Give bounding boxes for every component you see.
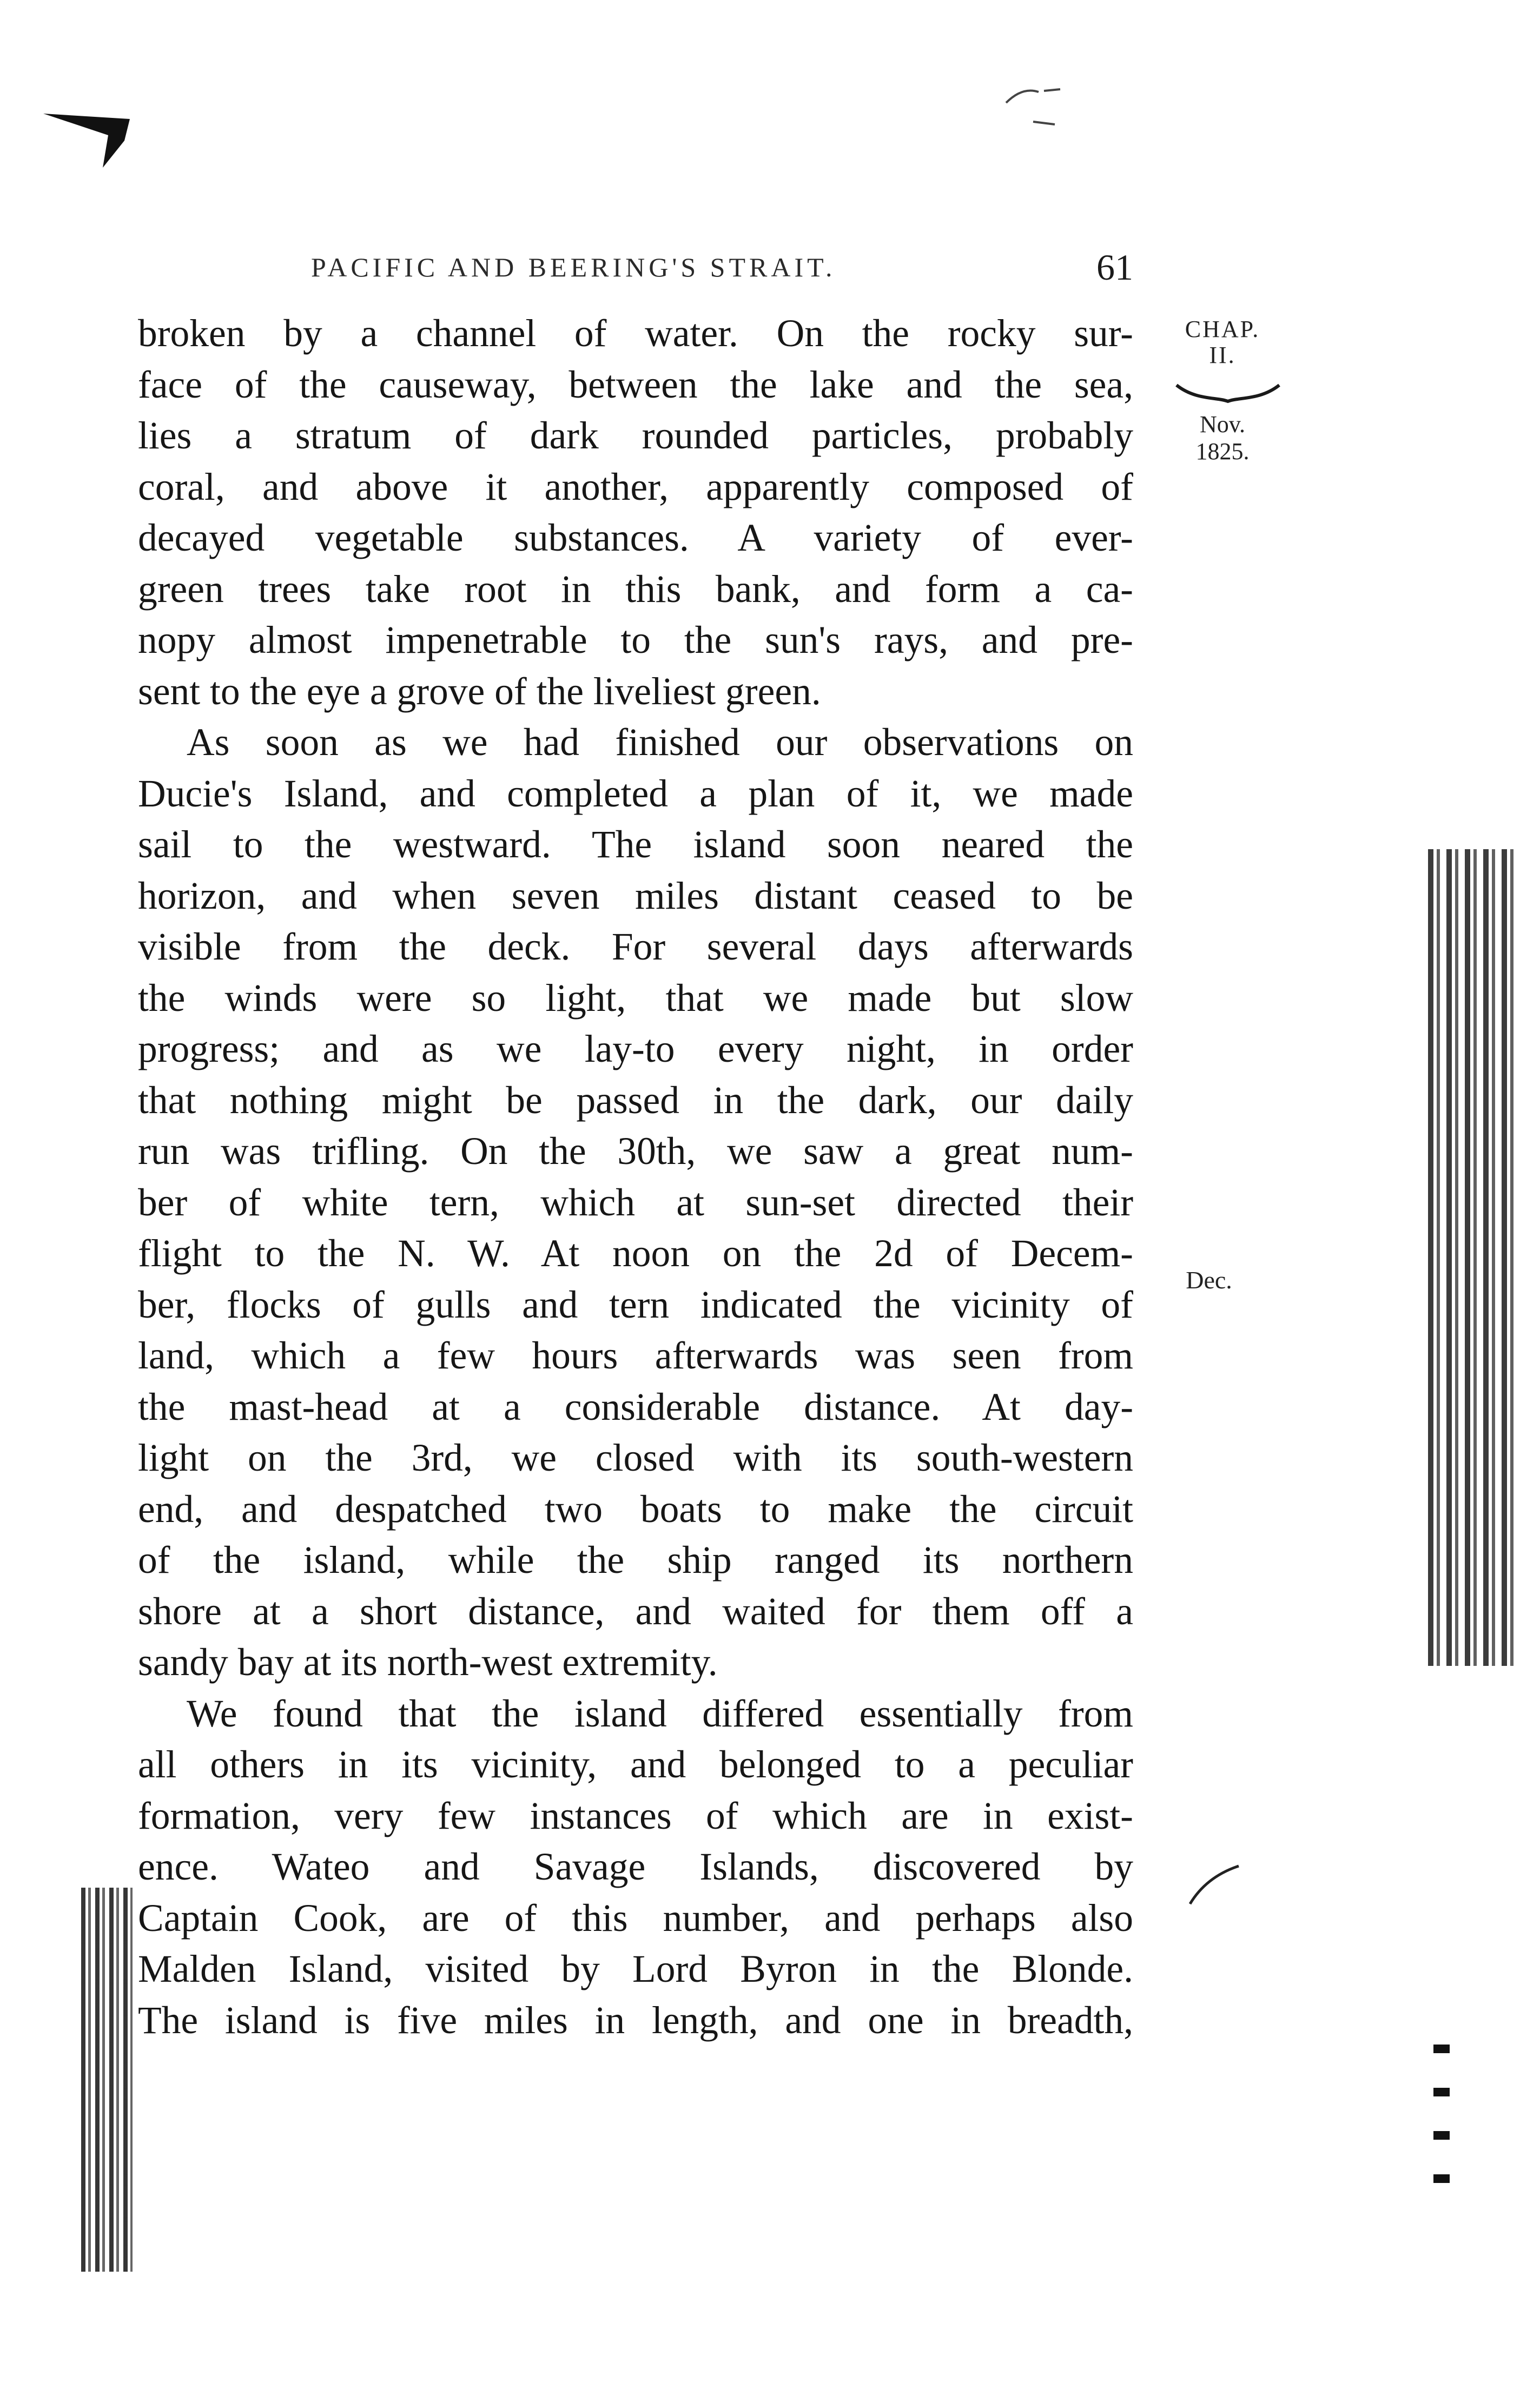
text-line: flight to the N. W. At noon on the 2d of Decem- bbox=[138, 1232, 1133, 1275]
text-line: sandy bay at its north-west extremity. bbox=[138, 1641, 718, 1684]
text-line: ber, flocks of gulls and tern indicated the vicinity of bbox=[138, 1283, 1133, 1326]
text-line: decayed vegetable substances. A variety of ever- bbox=[138, 517, 1133, 559]
chapter-label: CHAP. bbox=[1185, 316, 1260, 342]
text-line: shore at a short distance, and waited for them off a bbox=[138, 1590, 1133, 1633]
running-head bbox=[311, 246, 1133, 289]
text-line: all others in its vicinity, and belonged to a peculiar bbox=[138, 1743, 1133, 1786]
text-line: Ducie's Island, and completed a plan of it, we made bbox=[138, 772, 1133, 815]
text-line: face of the causeway, between the lake and the sea, bbox=[138, 363, 1133, 406]
stray-pen-mark bbox=[1185, 1861, 1244, 1909]
margin-chapter-note bbox=[1158, 316, 1287, 368]
bleed-through-dashes-right bbox=[1433, 2045, 1450, 2191]
text-line: lies a stratum of dark rounded particles, probably bbox=[138, 414, 1133, 457]
text-line: formation, very few instances of which are in exist- bbox=[138, 1794, 1133, 1837]
text-line: light on the 3rd, we closed with its south-western bbox=[138, 1437, 1133, 1479]
text-line: As soon as we had finished our observations on bbox=[187, 721, 1133, 764]
text-line: sent to the eye a grove of the liveliest green. bbox=[138, 670, 821, 713]
margin-date-note bbox=[1174, 411, 1271, 465]
text-line: end, and despatched two boats to make the circuit bbox=[138, 1487, 1133, 1531]
text-line: green trees take root in this bank, and form a ca- bbox=[138, 567, 1133, 611]
bleed-through-strip-left bbox=[81, 1888, 133, 2272]
month-note: Nov. bbox=[1200, 411, 1245, 438]
running-title: PACIFIC AND BEERING'S STRAIT. bbox=[311, 252, 836, 282]
page-number: 61 bbox=[1096, 247, 1133, 288]
text-line: nopy almost impenetrable to the sun's rays, and pre- bbox=[138, 619, 1133, 661]
text-line: the winds were so light, that we made but slow bbox=[138, 976, 1133, 1020]
chapter-number: II. bbox=[1209, 342, 1236, 368]
text-line: that nothing might be passed in the dark, our daily bbox=[138, 1079, 1133, 1122]
curly-brace-icon bbox=[1174, 379, 1282, 406]
text-line: sail to the westward. The island soon neared the bbox=[138, 823, 1133, 866]
text-line: Captain Cook, are of this number, and perhaps also bbox=[138, 1896, 1133, 1940]
text-line: run was trifling. On the 30th, we saw a great num- bbox=[138, 1130, 1133, 1173]
text-line: We found that the island differed essentially from bbox=[187, 1692, 1133, 1735]
text-line: land, which a few hours afterwards was seen from bbox=[138, 1334, 1133, 1377]
scan-tick-top-right bbox=[1001, 81, 1066, 130]
text-line: broken by a channel of water. On the rocky sur- bbox=[138, 312, 1133, 355]
scan-smudge-top-left bbox=[38, 108, 135, 173]
body-text bbox=[138, 308, 1133, 2046]
text-line: The island is five miles in length, and one in breadth, bbox=[138, 1999, 1133, 2042]
text-line: visible from the deck. For several days afterwards bbox=[138, 925, 1133, 968]
paragraph bbox=[138, 1689, 1133, 2047]
text-line: ence. Wateo and Savage Islands, discovered by bbox=[138, 1845, 1133, 1888]
text-line: the mast-head at a considerable distance. At day- bbox=[138, 1385, 1133, 1428]
text-line: progress; and as we lay-to every night, in order bbox=[138, 1028, 1133, 1070]
margin-month-note: Dec. bbox=[1186, 1266, 1232, 1294]
text-line: of the island, while the ship ranged its northern bbox=[138, 1539, 1133, 1582]
text-line: horizon, and when seven miles distant ceased to be bbox=[138, 874, 1133, 917]
year-note: 1825. bbox=[1195, 438, 1250, 465]
text-line: coral, and above it another, apparently composed of bbox=[138, 465, 1133, 508]
text-line: ber of white tern, which at sun-set directed their bbox=[138, 1181, 1133, 1224]
paragraph bbox=[138, 717, 1133, 1689]
bleed-through-strip-right bbox=[1428, 849, 1520, 1666]
text-line: Malden Island, visited by Lord Byron in the Blonde. bbox=[138, 1948, 1133, 1990]
paragraph bbox=[138, 308, 1133, 717]
